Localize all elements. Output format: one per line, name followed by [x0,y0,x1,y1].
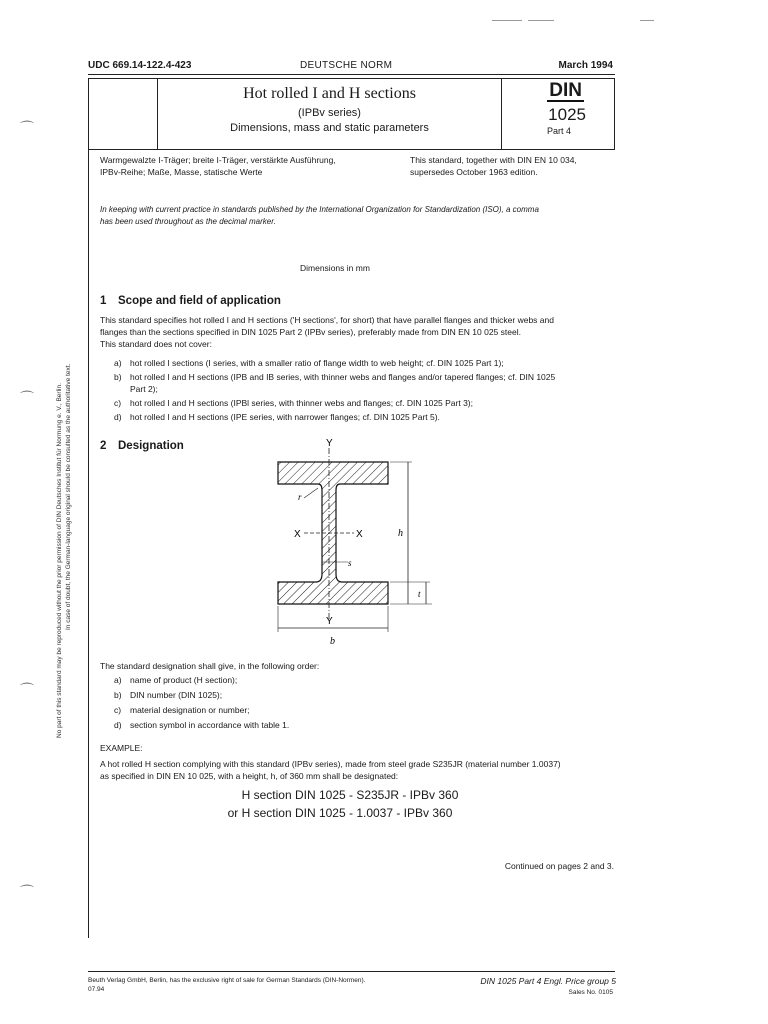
x-axis-right-label: X [356,529,363,540]
section-title: Scope and field of application [118,295,281,307]
title-box-left-cell [89,79,158,149]
document-title: Hot rolled I and H sections [243,85,416,102]
h-section-diagram [260,432,450,652]
german-title-line: Warmgewalzte I-Träger; breite I-Träger, verstärkte Ausführung, [100,155,336,165]
supersedes-line: This standard, together with DIN EN 10 034, [410,155,577,165]
copyright-line-2: In case of doubt, the German-language original should be consulted as the authoritative text. [65,363,72,630]
list-item [114,689,614,701]
supersedes-note [410,154,620,178]
list-text: material designation or number; [130,705,250,715]
punch-mark-icon: ⌒ [20,120,34,136]
din-number: 1025 [548,105,586,124]
list-text: DIN number (DIN 1025); [130,690,223,700]
section-title: Designation [118,440,184,452]
list-marker: a) [114,675,122,685]
list-item [114,357,620,369]
copyright-line-1: No part of this standard may be reproduced without the prior permission of DIN Deutsches Institut für Normung e. V., Berlin. [56,383,63,738]
din-part: Part 4 [546,126,571,136]
example-line: as specified in DIN EN 10 025, with a height, h, of 360 mm shall be designated: [100,771,399,781]
section-number: 1 [100,295,107,307]
document-reference: DIN 1025 Part 4 Engl. Price group 5 [480,976,616,986]
list-marker: d) [114,412,122,422]
header-rule [88,74,615,75]
list-text: hot rolled I sections (I series, with a smaller ratio of flange width to web height; cf. DIN 1025 Part 1); [130,358,504,368]
list-item [114,411,620,423]
list-item [114,674,614,686]
scan-mark [640,20,654,21]
scan-mark [492,20,522,21]
y-axis-top-label: Y [326,438,333,449]
udc-number: UDC 669.14-122.4-423 [88,60,192,71]
section-2-heading [100,440,184,452]
din-logo: DIN [549,80,582,101]
publisher-note [88,976,365,994]
document-subtitle: Dimensions, mass and static parameters [230,122,429,134]
list-marker: c) [114,705,122,715]
height-label: h [398,528,403,539]
date-code: 07.94 [88,986,105,993]
web-thickness-label: s [348,558,352,568]
footer-rule [88,971,615,972]
punch-mark-icon: ⌒ [20,884,34,900]
example-line: A hot rolled H section complying with this standard (IPBv series), made from steel grade S235JR (material number 1.0037) [100,759,561,769]
punch-mark-icon: ⌒ [20,390,34,406]
paragraph-line: This standard specifies hot rolled I and H sections ('H sections', for short) that have parallel flanges and thicker webs and [100,315,554,325]
iso-decimal-note [100,204,620,228]
section-1-heading [100,295,281,307]
flange-thickness-label: t [418,589,421,599]
title-box [88,78,615,150]
y-axis-bottom-label: Y [326,616,333,627]
list-text: Part 2); [130,384,158,394]
list-text: hot rolled I and H sections (IPBl series, with thinner webs and flanges; cf. DIN 1025 Part 3); [130,398,474,408]
sales-number: Sales No. 0105 [568,989,613,996]
section-number: 2 [100,440,107,452]
list-item [114,371,620,395]
section-1-body [100,314,620,350]
example-label: EXAMPLE: [100,743,143,753]
punch-mark-icon: ⌒ [20,682,34,698]
radius-leader [304,488,318,498]
issue-date: March 1994 [558,60,613,71]
german-title [100,154,400,178]
list-marker: c) [114,398,122,408]
list-text: hot rolled I and H sections (IPB and IB series, with thinner webs and flanges and/or tapered flanges; cf. DIN 1025 [130,372,556,382]
iso-note-line: In keeping with current practice in standards published by the International Organization for Standardization (ISO), a comma [100,205,539,214]
width-label: b [330,636,335,647]
list-marker: d) [114,720,122,730]
series-label: (IPBv series) [298,107,361,119]
copyright-side-note [56,290,82,760]
designation-order-list [114,674,614,734]
paragraph-line: flanges than the sections specified in DIN 1025 Part 2 (IPBv series), preferably made from DIN EN 10 025 steel. [100,327,521,337]
scan-mark [528,20,554,21]
radius-label: r [298,492,302,502]
list-marker: b) [114,372,122,382]
list-item [114,397,620,409]
exclusion-list [114,357,620,425]
x-axis-left-label: X [294,529,301,540]
list-text: hot rolled I and H sections (IPE series, with narrower flanges; cf. DIN 1025 Part 5). [130,412,440,422]
iso-note-line: has been used throughout as the decimal marker. [100,217,276,226]
designation-intro: The standard designation shall give, in the following order: [100,661,320,671]
list-marker: a) [114,358,122,368]
german-title-line: IPBv-Reihe; Maße, Masse, statische Werte [100,167,263,177]
list-item [114,719,614,731]
designation-code-1: H section DIN 1025 - S235JR - IPBv 360 [241,788,459,802]
list-marker: b) [114,690,122,700]
example-text [100,758,620,782]
supersedes-line: supersedes October 1963 edition. [410,167,538,177]
dimensions-note: Dimensions in mm [300,263,370,273]
publisher-text: Beuth Verlag GmbH, Berlin, has the exclusive right of sale for German Standards (DIN-Normen). [88,977,366,984]
list-item [114,704,614,716]
paragraph-line: This standard does not cover: [100,339,212,349]
din-cell [501,79,614,149]
margin-rule [88,148,89,938]
designation-code-2: or H section DIN 1025 - 1.0037 - IPBv 360 [227,806,453,820]
list-text: section symbol in accordance with table 1. [130,720,290,730]
norm-label: DEUTSCHE NORM [300,60,393,71]
continued-note: Continued on pages 2 and 3. [504,861,614,871]
list-text: name of product (H section); [130,675,238,685]
